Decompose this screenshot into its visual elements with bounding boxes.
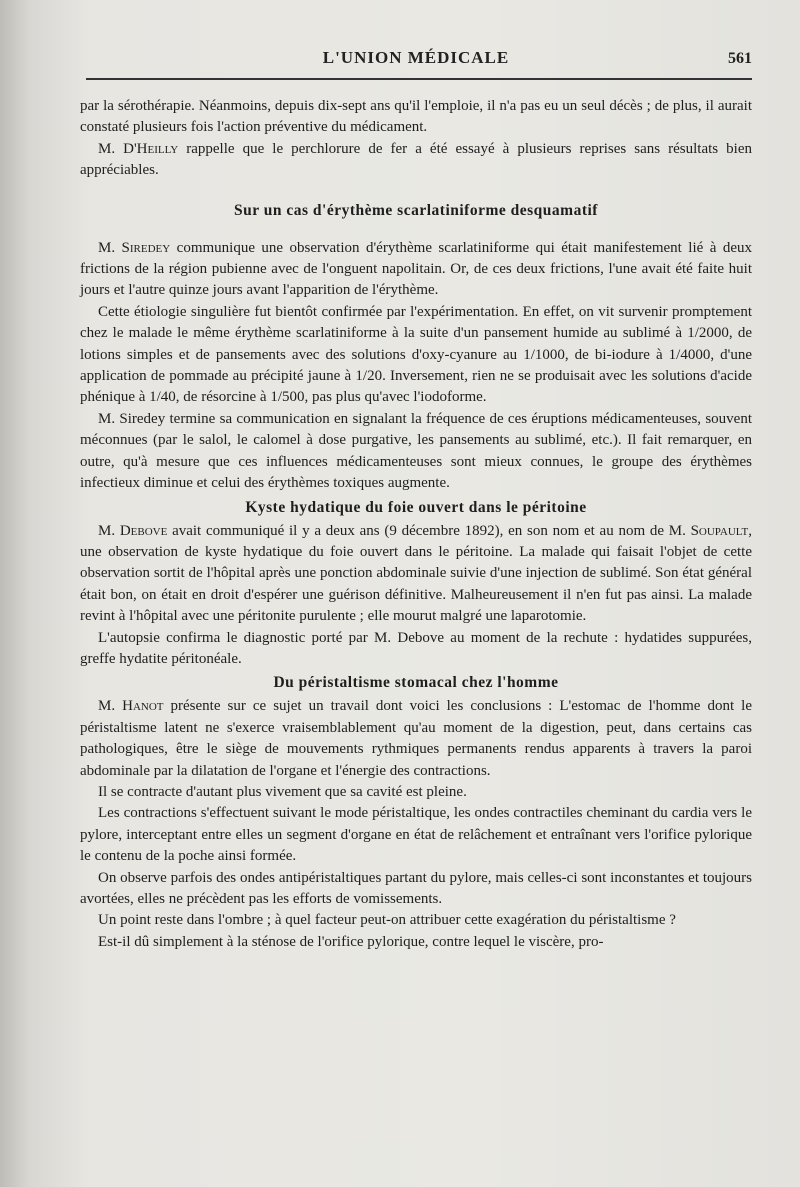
section-title: Du péristaltisme stomacal chez l'homme (273, 674, 559, 692)
speaker-name: M. Siredey (98, 239, 171, 256)
paragraph: Un point reste dans l'ombre ; à quel facteur peut-on attribuer cette exagération du péristaltisme ? (98, 912, 676, 929)
paragraph-text: présente sur ce sujet un travail dont voici les conclusions : L'estomac de l'homme dont le péristaltisme latent ne s'exerce vraisemblablement qu'au moment de la digestion, peut, dans certains cas pathologiques, être le siège de mouvements rythmiques permanents rendus apparents à travers la paroi abdominale par la dilatation de l'organe et l'énergie des contractions. (80, 698, 752, 779)
paragraph (80, 238, 752, 302)
paragraph: Les contractions s'effectuent suivant le mode péristaltique, les ondes contractiles cheminant du cardia vers le pylore, interceptant entre elles un segment d'organe en état de relâchement et entraînant vers l'orifice pylorique le contenu de la poche ainsi formée. (80, 805, 752, 865)
paragraph: Cette étiologie singulière fut bientôt confirmée par l'expérimentation. En effet, on vit survenir promptement chez le malade le même érythème scarlatiniforme à la suite d'un pansement humide au sublimé à 1/2000, de lotions simples et de pansements avec des solutions d'oxy-cyanure au 1/1000, de bi-iodure à 1/4000, d'une application de pommade au précipité jaune à 1/20. Inversement, rien ne se produisait avec les solutions d'acide phénique à 1/40, de résorcine à 1/500, pas plus qu'avec l'iodoforme. (80, 303, 752, 406)
header-rule (86, 78, 752, 80)
paragraph-text: avait communiqué il y a deux ans (9 décembre 1892), en son nom et au nom de (167, 522, 669, 539)
speaker-name: M. Debove (98, 522, 168, 539)
speaker-name: M. D'Heilly (98, 140, 179, 157)
body-text (80, 96, 752, 953)
paragraph: Il se contracte d'autant plus vivement que sa cavité est pleine. (98, 783, 467, 800)
section-title: Sur un cas d'érythème scarlatiniforme desquamatif (234, 201, 598, 219)
paragraph: Est-il dû simplement à la sténose de l'orifice pylorique, contre lequel le viscère, pro- (98, 933, 604, 950)
page-number: 561 (728, 50, 752, 67)
running-head: L'UNION MÉDICALE (322, 48, 510, 67)
speaker-name: M. Hanot (98, 698, 164, 715)
page-header (80, 42, 752, 78)
paragraph-text: rappelle que le perchlorure de fer a été essayé à plusieurs reprises sans résultats bien appréciables. (80, 140, 752, 179)
paragraph (80, 139, 752, 182)
paragraph (80, 696, 752, 782)
paragraph-text: communique une observation d'érythème scarlatiniforme qui était manifestement lié à deux frictions de la région pubienne avec de l'onguent napolitain. Or, de ces deux frictions, l'une avait été faite huit jours et l'autre quinze jours avant l'apparition de l'érythème. (80, 239, 752, 299)
paragraph-text: , une observation de kyste hydatique du foie ouvert dans le péritoine. La malade qui faisait l'objet de cette observation sortit de l'hôpital après une ponction abdominale suivie d'une injection de sublimé. Son état général était bon, on était en droit d'espérer une guérison définitive. Malheureusement il n'en fut pas ainsi. La malade revint à l'hôpital avec une péritonite purulente ; elle mourut malgré une laparotomie. (80, 522, 752, 625)
paragraph: par la sérothérapie. Néanmoins, depuis dix-sept ans qu'il l'emploie, il n'a pas eu un seul décès ; de plus, il aurait constaté plusieurs fois l'action préventive du médicament. (80, 98, 752, 136)
paragraph: M. Siredey termine sa communication en signalant la fréquence de ces éruptions médicamenteuses, souvent méconnues (par le salol, le calomel à dose purgative, les pansements au sublimé, etc.). Il fait remarquer, en outre, qu'à mesure que ces influences médicamenteuses sont mieux connues, le groupe des érythèmes infectieux diminue et celui des érythèmes toxiques augmente. (80, 410, 752, 492)
paragraph (80, 521, 752, 628)
paragraph: L'autopsie confirma le diagnostic porté par M. Debove au moment de la rechute : hydatides suppurées, greffe hydatite péritonéale. (80, 629, 752, 667)
speaker-name: M. Soupault (668, 522, 749, 539)
section-title: Kyste hydatique du foie ouvert dans le péritoine (245, 498, 587, 516)
paragraph: On observe parfois des ondes antipéristaltiques partant du pylore, mais celles-ci sont inconstantes et toujours avortées, elles ne précèdent pas les efforts de vomissements. (80, 869, 752, 907)
